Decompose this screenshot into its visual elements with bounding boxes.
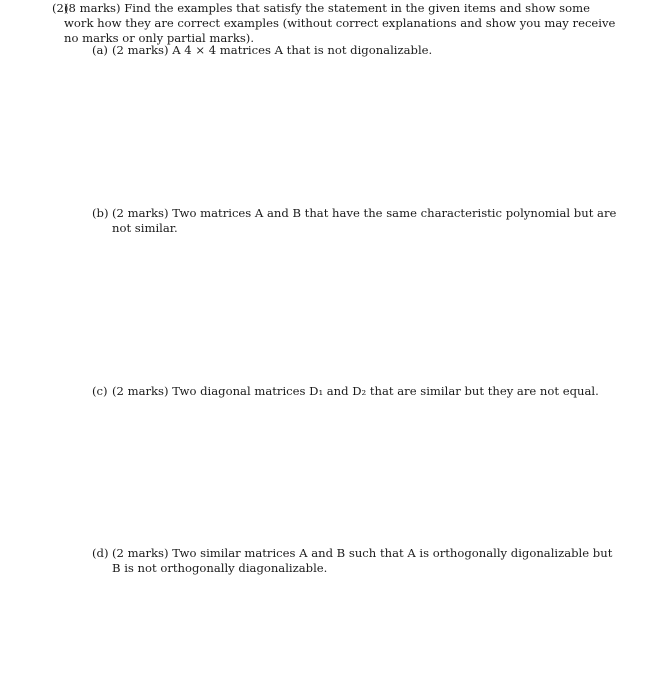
item-b-text-continued: not similar. [112, 221, 178, 235]
item-d-text: (2 marks) Two similar matrices A and B such that A is orthogonally digonalizable but [112, 546, 613, 560]
item-d-label: (d) [92, 546, 109, 560]
item-c-label: (c) [92, 384, 108, 398]
item-a [92, 43, 592, 58]
problem-number: (2) [52, 1, 69, 15]
problem-statement [52, 1, 616, 46]
item-a-label: (a) [92, 43, 108, 57]
item-d-text-continued: B is not orthogonally diagonalizable. [112, 561, 328, 575]
item-d [92, 546, 613, 576]
problem-statement-line-1: (8 marks) Find the examples that satisfy the statement in the given items and show some [64, 1, 590, 15]
item-c [92, 384, 599, 399]
item-b [92, 206, 617, 236]
problem-statement-line-2: work how they are correct examples (without correct explanations and show you may receive [64, 16, 616, 30]
item-c-text: (2 marks) Two diagonal matrices D₁ and D₂ that are similar but they are not equal. [112, 384, 599, 398]
item-b-label: (b) [92, 206, 109, 220]
item-b-text: (2 marks) Two matrices A and B that have the same characteristic polynomial but are [112, 206, 617, 220]
problem-statement-line-3: no marks or only partial marks). [64, 31, 255, 45]
item-a-text: (2 marks) A 4 × 4 matrices A that is not digonalizable. [112, 43, 433, 57]
